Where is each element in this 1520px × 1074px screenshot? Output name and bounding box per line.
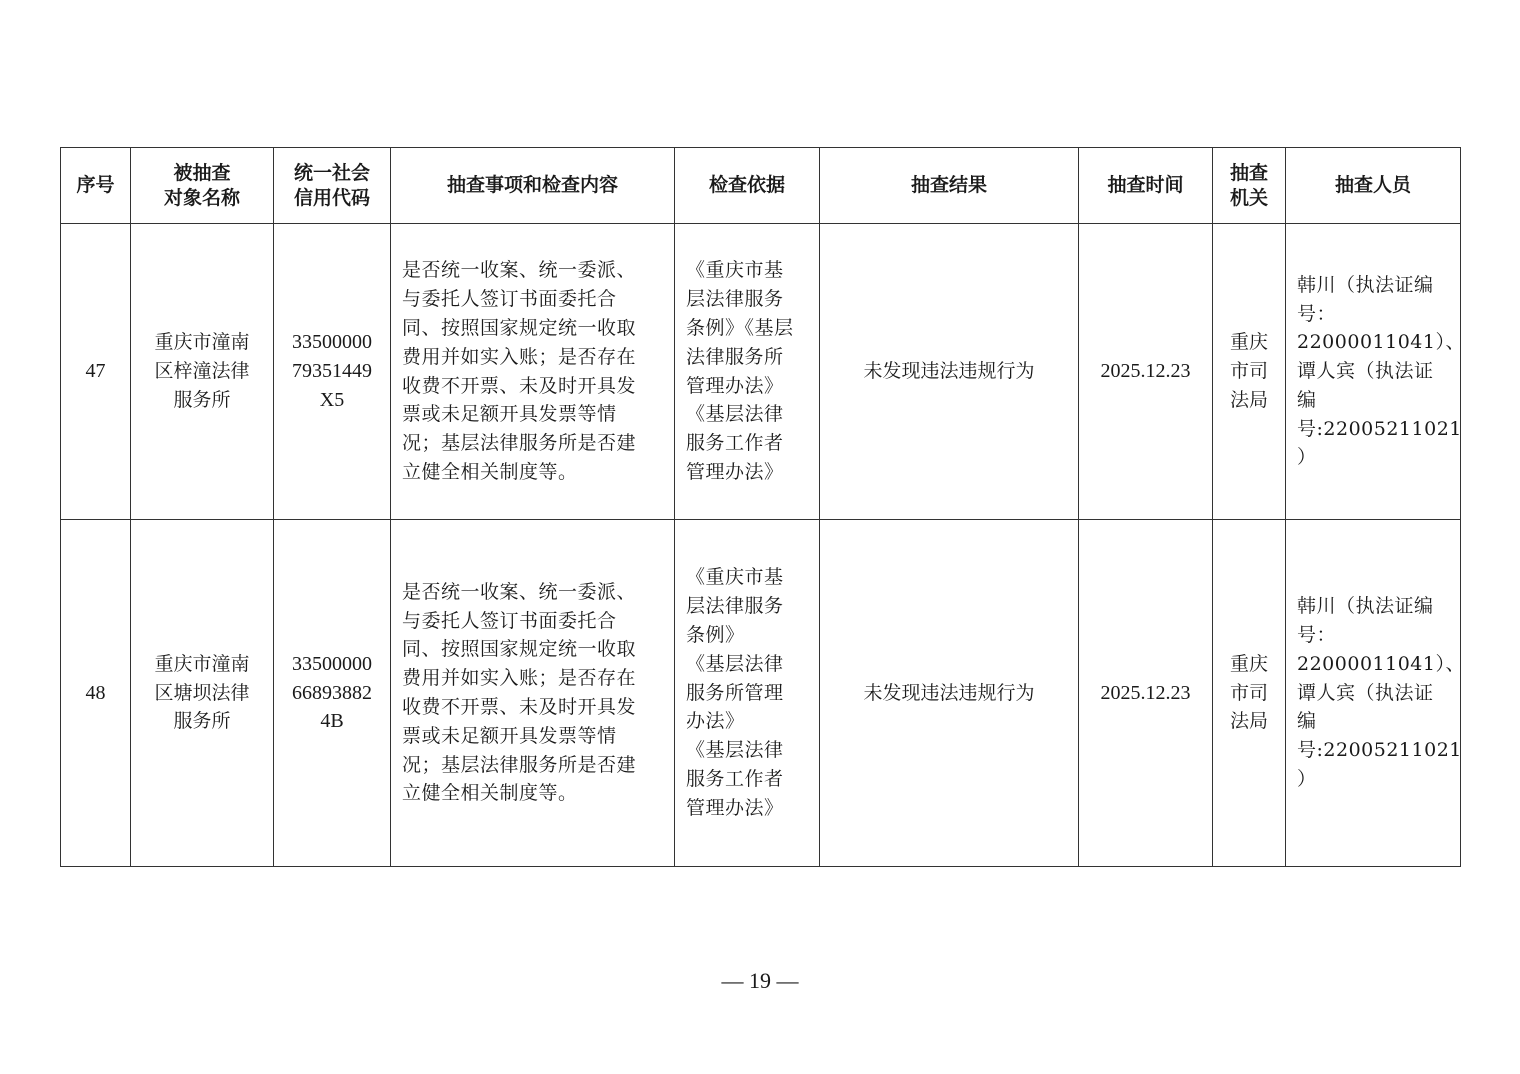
cell-org: 重庆 市司 法局 xyxy=(1213,224,1286,520)
cell-name: 重庆市潼南 区塘坝法律 服务所 xyxy=(131,520,274,867)
header-basis: 检查依据 xyxy=(675,148,820,224)
cell-seq: 48 xyxy=(61,520,131,867)
table-row xyxy=(61,520,1461,867)
cell-result: 未发现违法违规行为 xyxy=(820,224,1079,520)
cell-code: 33500000 79351449 X5 xyxy=(274,224,391,520)
cell-name: 重庆市潼南 区梓潼法律 服务所 xyxy=(131,224,274,520)
cell-seq: 47 xyxy=(61,224,131,520)
header-items: 抽查事项和检查内容 xyxy=(391,148,675,224)
header-org: 抽查 机关 xyxy=(1213,148,1286,224)
cell-date: 2025.12.23 xyxy=(1079,224,1213,520)
cell-items: 是否统一收案、统一委派、 与委托人签订书面委托合 同、按照国家规定统一收取 费用并如实入账；是否存在 收费不开票、未及时开具发 票或未足额开具发票等情 况；基层法律服务所是否建 立健全相关制度等。 xyxy=(391,520,675,867)
header-seq: 序号 xyxy=(61,148,131,224)
table-header-row xyxy=(61,148,1461,224)
cell-result: 未发现违法违规行为 xyxy=(820,520,1079,867)
inspection-table-wrapper xyxy=(60,147,1465,867)
header-code: 统一社会 信用代码 xyxy=(274,148,391,224)
cell-date: 2025.12.23 xyxy=(1079,520,1213,867)
cell-staff: 韩川（执法证编 号： 22000011041）、 谭人宾（执法证 编 号:22005211021 ） xyxy=(1286,520,1461,867)
page-number: — 19 — xyxy=(721,968,799,993)
header-staff: 抽查人员 xyxy=(1286,148,1461,224)
header-name: 被抽查 对象名称 xyxy=(131,148,274,224)
cell-basis: 《重庆市基 层法律服务 条例》《基层 法律服务所 管理办法》 《基层法律 服务工作者 管理办法》 xyxy=(675,224,820,520)
cell-org: 重庆 市司 法局 xyxy=(1213,520,1286,867)
inspection-table xyxy=(60,147,1465,867)
cell-staff: 韩川（执法证编 号： 22000011041）、 谭人宾（执法证 编 号:22005211021 ） xyxy=(1286,224,1461,520)
cell-code: 33500000 66893882 4B xyxy=(274,520,391,867)
table-row xyxy=(61,224,1461,520)
cell-items: 是否统一收案、统一委派、 与委托人签订书面委托合 同、按照国家规定统一收取 费用并如实入账；是否存在 收费不开票、未及时开具发 票或未足额开具发票等情 况；基层法律服务所是否建 立健全相关制度等。 xyxy=(391,224,675,520)
header-date: 抽查时间 xyxy=(1079,148,1213,224)
cell-basis: 《重庆市基 层法律服务 条例》 《基层法律 服务所管理 办法》 《基层法律 服务工作者 管理办法》 xyxy=(675,520,820,867)
header-result: 抽查结果 xyxy=(820,148,1079,224)
